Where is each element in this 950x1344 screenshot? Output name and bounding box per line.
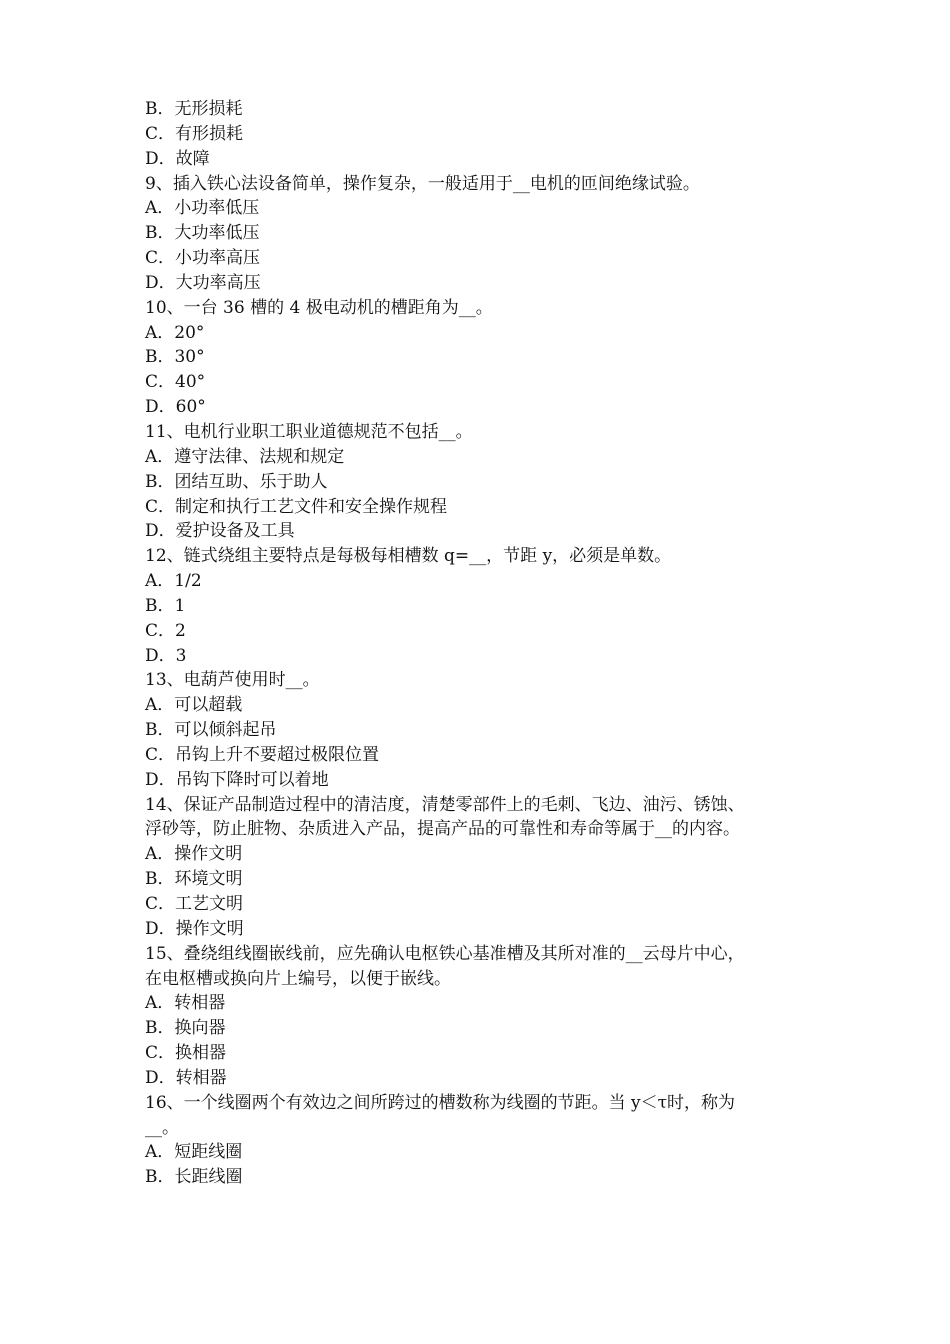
option-line: C．制定和执行工艺文件和安全操作规程 <box>145 496 448 517</box>
option-line: A．20° <box>145 322 205 343</box>
option-line: D．故障 <box>145 148 210 169</box>
question-text-block <box>145 97 809 1190</box>
option-line: A．1/2 <box>145 571 202 592</box>
option-line: A．转相器 <box>145 993 226 1014</box>
option-line: C．吊钩上升不要超过极限位置 <box>145 744 380 765</box>
option-line: A．可以超载 <box>145 695 243 716</box>
option-line: D．60° <box>145 397 206 418</box>
question-14: 14、保证产品制造过程中的清洁度，清楚零部件上的毛刺、飞边、油污、锈蚀、 <box>145 794 745 815</box>
option-line: C．2 <box>145 620 186 641</box>
option-line: D．吊钩下降时可以着地 <box>145 769 329 790</box>
question-13: 13、电葫芦使用时__。 <box>145 670 320 691</box>
option-line: B．30° <box>145 347 205 368</box>
option-line: C．小功率高压 <box>145 248 261 269</box>
option-line: D．转相器 <box>145 1067 227 1088</box>
question-9: 9、插入铁心法设备简单，操作复杂，一般适用于__电机的匝间绝缘试验。 <box>145 173 700 194</box>
question-16-continued: __。 <box>145 1117 179 1138</box>
question-12: 12、链式绕组主要特点是每极每相槽数 q=__，节距 y，必须是单数。 <box>145 546 672 567</box>
question-10: 10、一台 36 槽的 4 极电动机的槽距角为__。 <box>145 297 493 318</box>
option-line: C．换相器 <box>145 1043 227 1064</box>
option-line: A．短距线圈 <box>145 1142 243 1163</box>
option-line: A．小功率低压 <box>145 198 260 219</box>
option-line: C．40° <box>145 372 206 393</box>
option-line: B．团结互助、乐于助人 <box>145 471 328 492</box>
option-line: D．爱护设备及工具 <box>145 521 295 542</box>
option-line: B．可以倾斜起吊 <box>145 720 277 741</box>
option-line: B．大功率低压 <box>145 223 260 244</box>
option-line: B．长距线圈 <box>145 1167 243 1188</box>
question-11: 11、电机行业职工职业道德规范不包括__。 <box>145 421 473 442</box>
option-line: C．有形损耗 <box>145 123 244 144</box>
question-14-continued: 浮砂等，防止脏物、杂质进入产品，提高产品的可靠性和寿命等属于__的内容。 <box>145 819 740 840</box>
option-line: B．换向器 <box>145 1018 226 1039</box>
option-line: B．环境文明 <box>145 869 243 890</box>
option-line: A．遵守法律、法规和规定 <box>145 446 345 467</box>
option-line: D．大功率高压 <box>145 272 261 293</box>
option-line: B．1 <box>145 595 186 616</box>
question-16: 16、一个线圈两个有效边之间所跨过的槽数称为线圈的节距。当 y＜τ时，称为 <box>145 1092 736 1113</box>
question-15-continued: 在电枢槽或换向片上编号，以便于嵌线。 <box>145 968 451 989</box>
option-line: C．工艺文明 <box>145 894 244 914</box>
question-15: 15、叠绕组线圈嵌线前，应先确认电枢铁心基准槽及其所对准的__云母片中心， <box>145 943 745 964</box>
option-line: A．操作文明 <box>145 844 243 865</box>
option-line: D．操作文明 <box>145 918 244 939</box>
option-line: D．3 <box>145 645 187 666</box>
option-line: B．无形损耗 <box>145 99 243 119</box>
